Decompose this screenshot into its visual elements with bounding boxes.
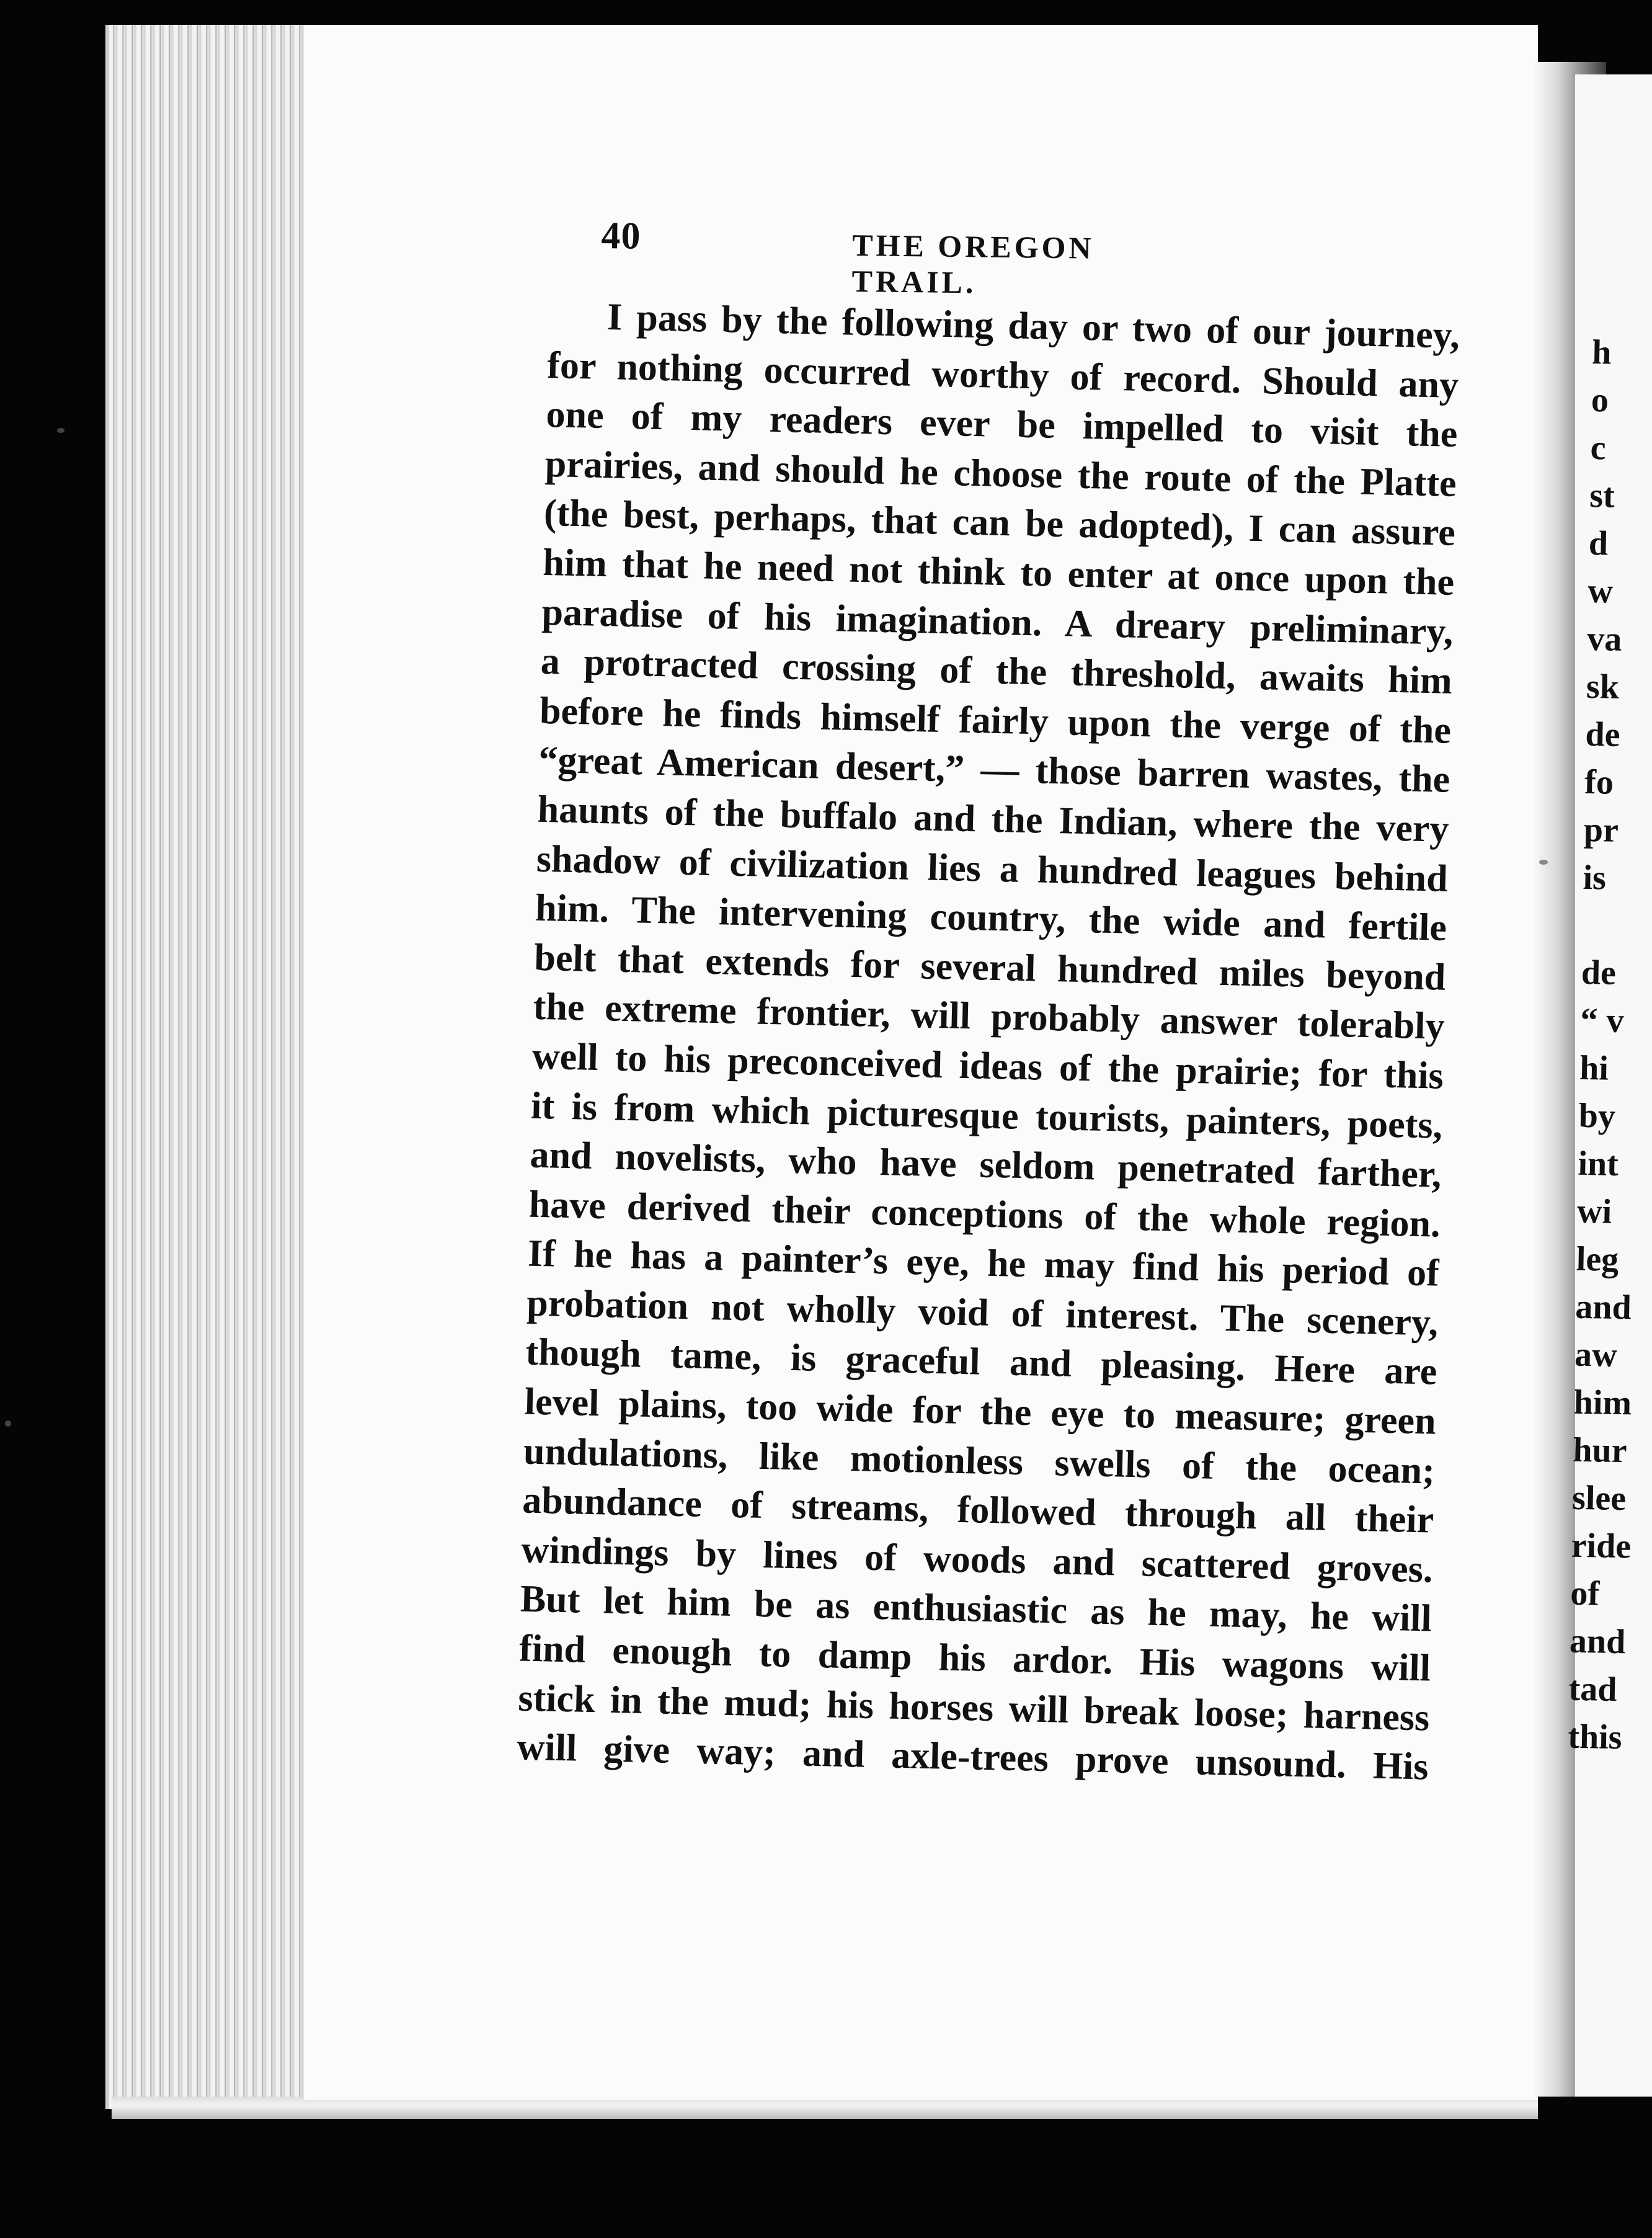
adjacent-text-fragment: pr xyxy=(1583,810,1619,850)
text-line: But let him be as enthusiastic as he may, he will xyxy=(520,1577,1432,1640)
adjacent-text-fragment: hur xyxy=(1572,1430,1628,1471)
text-line: will give way; and axle-trees prove unsound. His xyxy=(517,1726,1429,1788)
running-title: THE OREGON TRAIL. xyxy=(851,227,1095,300)
text-line: stick in the mud; his horses will break loose; harness xyxy=(517,1677,1430,1739)
text-line: I pass by the following day or two of our journey, xyxy=(606,296,1460,357)
adjacent-text-fragment: him xyxy=(1573,1383,1632,1423)
text-line: undulations, like motionless swells of the ocean; xyxy=(523,1430,1436,1492)
adjacent-text-fragment: this xyxy=(1567,1717,1623,1757)
text-line: well to his preconceived ideas of the prairie; for this xyxy=(531,1035,1444,1097)
adjacent-text-fragment: ride xyxy=(1571,1526,1632,1566)
adjacent-text-fragment: sk xyxy=(1586,667,1620,707)
text-line: abundance of streams, followed through all their xyxy=(522,1479,1434,1541)
page-header xyxy=(601,208,1222,300)
text-line: (the best, perhaps, that can be adopted), I can assure xyxy=(543,492,1456,555)
adjacent-text-fragment: aw xyxy=(1574,1335,1618,1375)
text-line: him. The intervening country, the wide and fertile xyxy=(535,886,1447,949)
adjacent-text-fragment: o xyxy=(1591,380,1609,420)
text-line: before he finds himself fairly upon the verge of the xyxy=(539,689,1452,752)
body-text xyxy=(517,292,1460,1792)
adjacent-text-fragment: hi xyxy=(1579,1048,1609,1088)
adjacent-text-fragment: tad xyxy=(1568,1669,1618,1710)
page-edges-stack xyxy=(105,25,332,2109)
adjacent-text-fragment: and xyxy=(1574,1287,1632,1327)
adjacent-text-fragment: is xyxy=(1583,858,1607,898)
adjacent-text-fragment: de xyxy=(1581,953,1617,992)
adjacent-text-fragment: fo xyxy=(1584,762,1614,802)
text-line: a protracted crossing of the threshold, awaits him xyxy=(540,640,1453,703)
adjacent-text-fragment: wi xyxy=(1576,1192,1612,1231)
text-line: shadow of civilization lies a hundred leagues behind xyxy=(536,837,1449,900)
text-line: though tame, is graceful and pleasing. Here are xyxy=(525,1331,1438,1394)
text-line: the extreme frontier, will probably answer tolerably xyxy=(533,986,1446,1048)
adjacent-text-fragment: of xyxy=(1570,1574,1600,1613)
adjacent-text-fragment: “ v xyxy=(1579,1001,1625,1041)
adjacent-text-fragment: h xyxy=(1591,332,1612,372)
text-line: him that he need not think to enter at once upon the xyxy=(542,541,1455,604)
adjacent-text-fragment: c xyxy=(1590,428,1607,468)
adjacent-text-fragment: va xyxy=(1586,619,1622,659)
adjacent-text-fragment: int xyxy=(1577,1144,1619,1184)
text-line: paradise of his imagination. A dreary preliminary, xyxy=(541,591,1454,653)
scan-speck xyxy=(1539,860,1548,865)
text-line: for nothing occurred worthy of record. Should any xyxy=(546,344,1459,406)
text-line: prairies, and should he choose the route of the Platte xyxy=(544,442,1457,505)
adjacent-text-fragment: leg xyxy=(1576,1239,1619,1279)
text-line: it is from which picturesque tourists, painters, poets, xyxy=(530,1084,1443,1147)
text-line: and novelists, who have seldom penetrated farther, xyxy=(529,1133,1442,1196)
adjacent-text-fragment: and xyxy=(1569,1621,1626,1662)
text-line: have derived their conceptions of the whole region. xyxy=(528,1183,1441,1246)
text-line: If he has a painter’s eye, he may find his period of xyxy=(527,1232,1440,1295)
adjacent-text-fragment: slee xyxy=(1571,1478,1627,1518)
text-line: one of my readers ever be impelled to visit the xyxy=(545,393,1459,456)
adjacent-text-fragment: d xyxy=(1588,524,1609,563)
text-line: belt that extends for several hundred miles beyond xyxy=(533,936,1446,999)
paragraph-gap xyxy=(1582,902,1642,950)
page-number: 40 xyxy=(601,214,641,257)
adjacent-text-fragment: by xyxy=(1578,1096,1616,1136)
adjacent-text-fragment: de xyxy=(1585,715,1621,754)
adjacent-text-fragment: w xyxy=(1588,571,1614,611)
page-bottom-edge xyxy=(112,2097,1538,2119)
text-line: windings by lines of woods and scattered groves. xyxy=(520,1528,1434,1591)
text-line: level plains, too wide for the eye to measure; green xyxy=(524,1380,1437,1443)
text-line: find enough to damp his ardor. His wagons will xyxy=(518,1627,1431,1690)
text-line: probation not wholly void of interest. The scenery, xyxy=(526,1282,1439,1344)
scan-speck xyxy=(5,1420,11,1427)
adjacent-text-fragment: st xyxy=(1589,476,1615,515)
text-line: “great American desert,” — those barren wastes, the xyxy=(538,739,1450,801)
scan-speck xyxy=(57,428,64,433)
text-line: haunts of the buffalo and the Indian, where the very xyxy=(537,788,1450,850)
